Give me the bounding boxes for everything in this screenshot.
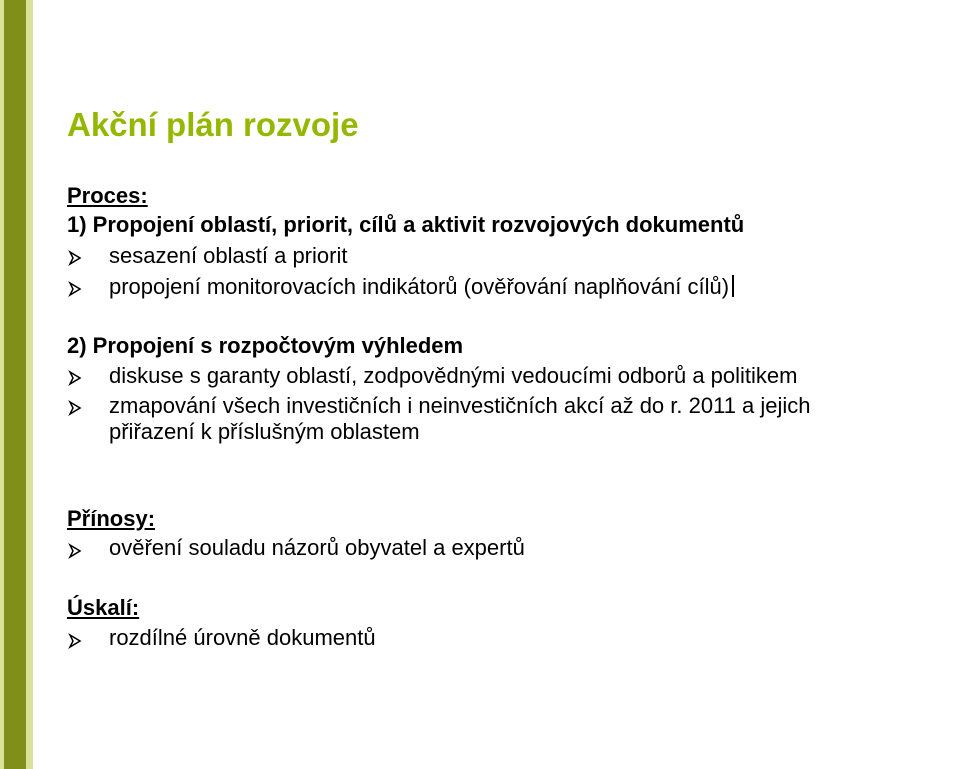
section2-bullet-2: zmapování všech investičních i neinvestičních akcí až do r. 2011 a jejich (109, 393, 811, 418)
section1-heading: 1) Propojení oblastí, priorit, cílů a aktivit rozvojových dokumentů (67, 212, 745, 237)
arrow-bullet-icon (67, 628, 89, 654)
slide-title: Akční plán rozvoje (67, 106, 359, 143)
section2-bullet-1: diskuse s garanty oblastí, zodpovědnými vedoucími odborů a politikem (109, 363, 798, 388)
risks-bullet-1: rozdílné úrovně dokumentů (109, 625, 376, 650)
benefits-bullet-1: ověření souladu názorů obyvatel a expertů (109, 535, 525, 560)
left-decor-stripe-dark (4, 0, 26, 769)
arrow-bullet-icon (67, 538, 89, 564)
text-cursor (732, 275, 734, 297)
arrow-bullet-icon (67, 276, 89, 302)
risks-heading: Úskalí: (67, 595, 140, 620)
section1-bullet-1: sesazení oblastí a priorit (109, 243, 348, 268)
section1-bullet-2 (109, 274, 734, 300)
section2-heading: 2) Propojení s rozpočtovým výhledem (67, 333, 464, 358)
section2-bullet-2-continued: přiřazení k příslušným oblastem (109, 419, 420, 444)
arrow-bullet-icon (67, 245, 89, 271)
section1-bullet-2-text: propojení monitorovacích indikátorů (ověřování naplňování cílů) (109, 274, 730, 299)
benefits-heading: Přínosy: (67, 506, 156, 531)
arrow-bullet-icon (67, 395, 89, 421)
process-heading: Proces: (67, 183, 148, 208)
arrow-bullet-icon (67, 365, 89, 391)
